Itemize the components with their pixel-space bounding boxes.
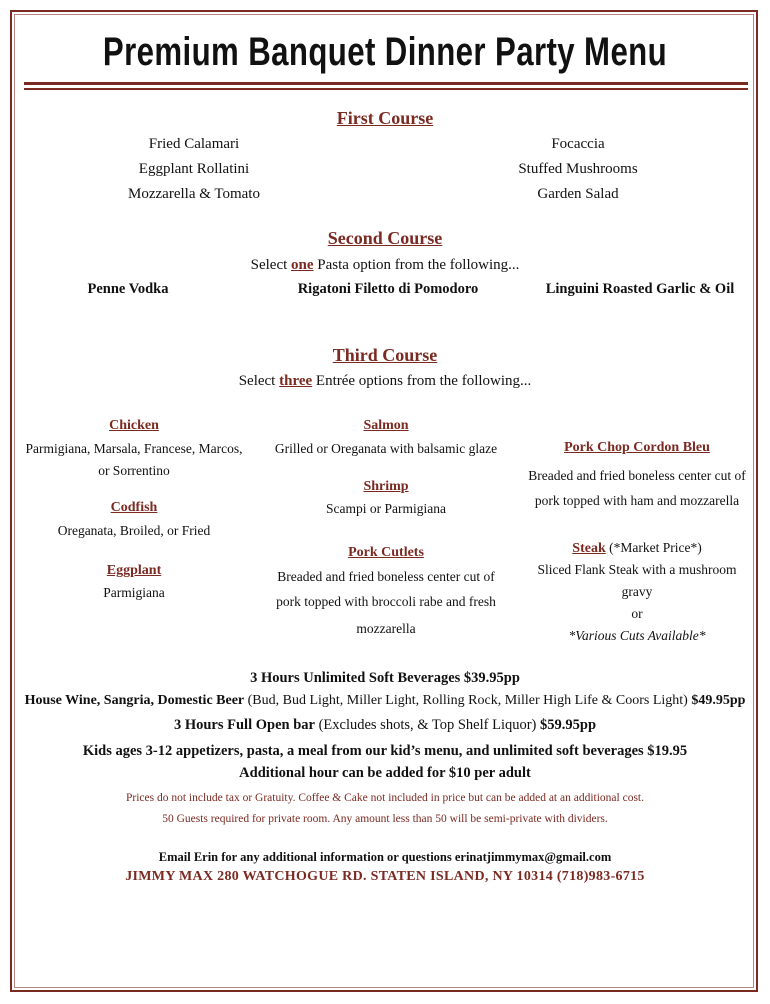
entree-chicken-desc: or Sorrentino [98, 463, 170, 478]
entree-steak-heading [527, 537, 747, 560]
pasta-option: Penne Vodka [87, 281, 169, 297]
entree-shrimp-desc: Scampi or Parmigiana [326, 501, 446, 516]
additional-hour: Additional hour can be added for $10 per adult [239, 765, 531, 781]
first-course-item: Garden Salad [537, 186, 619, 202]
beverage-open-bar: 3 Hours Full Open bar (Excludes shots, & Top Shelf Liquor) $59.95pp [173, 717, 597, 733]
entree-chicken-name: Chicken [109, 418, 159, 433]
beverage-soft: 3 Hours Unlimited Soft Beverages $39.95pp [250, 670, 520, 686]
entree-codfish-desc: Oreganata, Broiled, or Fried [57, 523, 211, 538]
entree-pork-chop-desc: Breaded and fried boneless center cut of [528, 468, 746, 483]
entree-steak-desc: Sliced Flank Steak with a mushroom [537, 562, 737, 577]
entree-pork-chop-desc: pork topped with ham and mozzarella [534, 493, 740, 508]
second-course-heading: Second Course [327, 228, 443, 248]
contact-email: Email Erin for any additional information or questions erinatjimmymax@gmail.com [158, 850, 612, 864]
entree-codfish-name: Codfish [110, 500, 158, 515]
entree-steak-desc: or [631, 606, 643, 621]
note-guests: 50 Guests required for private room. Any amount less than 50 will be semi-private with dividers. [162, 813, 608, 825]
entree-shrimp-name: Shrimp [363, 479, 409, 494]
entree-steak-desc: gravy [621, 584, 653, 599]
entree-pork-cutlets-desc: Breaded and fried boneless center cut of [277, 569, 495, 584]
entree-eggplant-name: Eggplant [106, 563, 162, 578]
title-rule-thick [24, 82, 748, 85]
entree-pork-chop-name: Pork Chop Cordon Bleu [564, 440, 710, 455]
first-course-item: Stuffed Mushrooms [518, 161, 638, 177]
first-course-item: Focaccia [551, 136, 605, 152]
entree-salmon-desc: Grilled or Oreganata with balsamic glaze [274, 441, 498, 456]
first-course-heading: First Course [336, 108, 434, 128]
entree-steak-desc: *Various Cuts Available* [568, 628, 706, 643]
entree-pork-cutlets-desc: mozzarella [356, 621, 416, 636]
entree-salmon-name: Salmon [363, 418, 409, 433]
restaurant-address: JIMMY MAX 280 WATCHOGUE RD. STATEN ISLAND, NY 10314 (718)983-6715 [125, 869, 645, 884]
entree-pork-cutlets-desc: pork topped with broccoli rabe and fresh [276, 594, 496, 609]
third-course-instruction: Select three Entrée options from the following... [238, 373, 532, 389]
beverage-wine: House Wine, Sangria, Domestic Beer (Bud, Bud Light, Miller Light, Rolling Rock, Miller High Life & Coors Light) $49.95pp [24, 693, 746, 708]
third-course-heading: Third Course [332, 345, 438, 365]
steak-price-note: (*Market Price*) [605, 540, 702, 555]
selection-count: one [291, 257, 314, 273]
first-course-item: Eggplant Rollatini [138, 161, 250, 177]
note-pricing: Prices do not include tax or Gratuity. Coffee & Cake not included in price but can be added at an additional cost. [126, 792, 644, 804]
title-rule-thin [24, 88, 748, 90]
pasta-option: Linguini Roasted Garlic & Oil [545, 281, 735, 297]
kids-menu: Kids ages 3-12 appetizers, pasta, a meal from our kid’s menu, and unlimited soft beverages $19.95 [82, 743, 688, 759]
entree-eggplant-desc: Parmigiana [103, 585, 165, 600]
entree-steak-name: Steak [572, 541, 606, 556]
selection-count: three [279, 373, 313, 389]
entree-chicken-desc: Parmigiana, Marsala, Francese, Marcos, [25, 441, 243, 456]
first-course-item: Fried Calamari [148, 136, 240, 152]
pasta-option: Rigatoni Filetto di Pomodoro [297, 281, 479, 297]
entree-pork-cutlets-name: Pork Cutlets [348, 545, 424, 560]
second-course-instruction: Select one Pasta option from the following... [250, 257, 520, 273]
menu-title: Premium Banquet Dinner Party Menu [102, 30, 668, 74]
first-course-item: Mozzarella & Tomato [128, 186, 260, 202]
